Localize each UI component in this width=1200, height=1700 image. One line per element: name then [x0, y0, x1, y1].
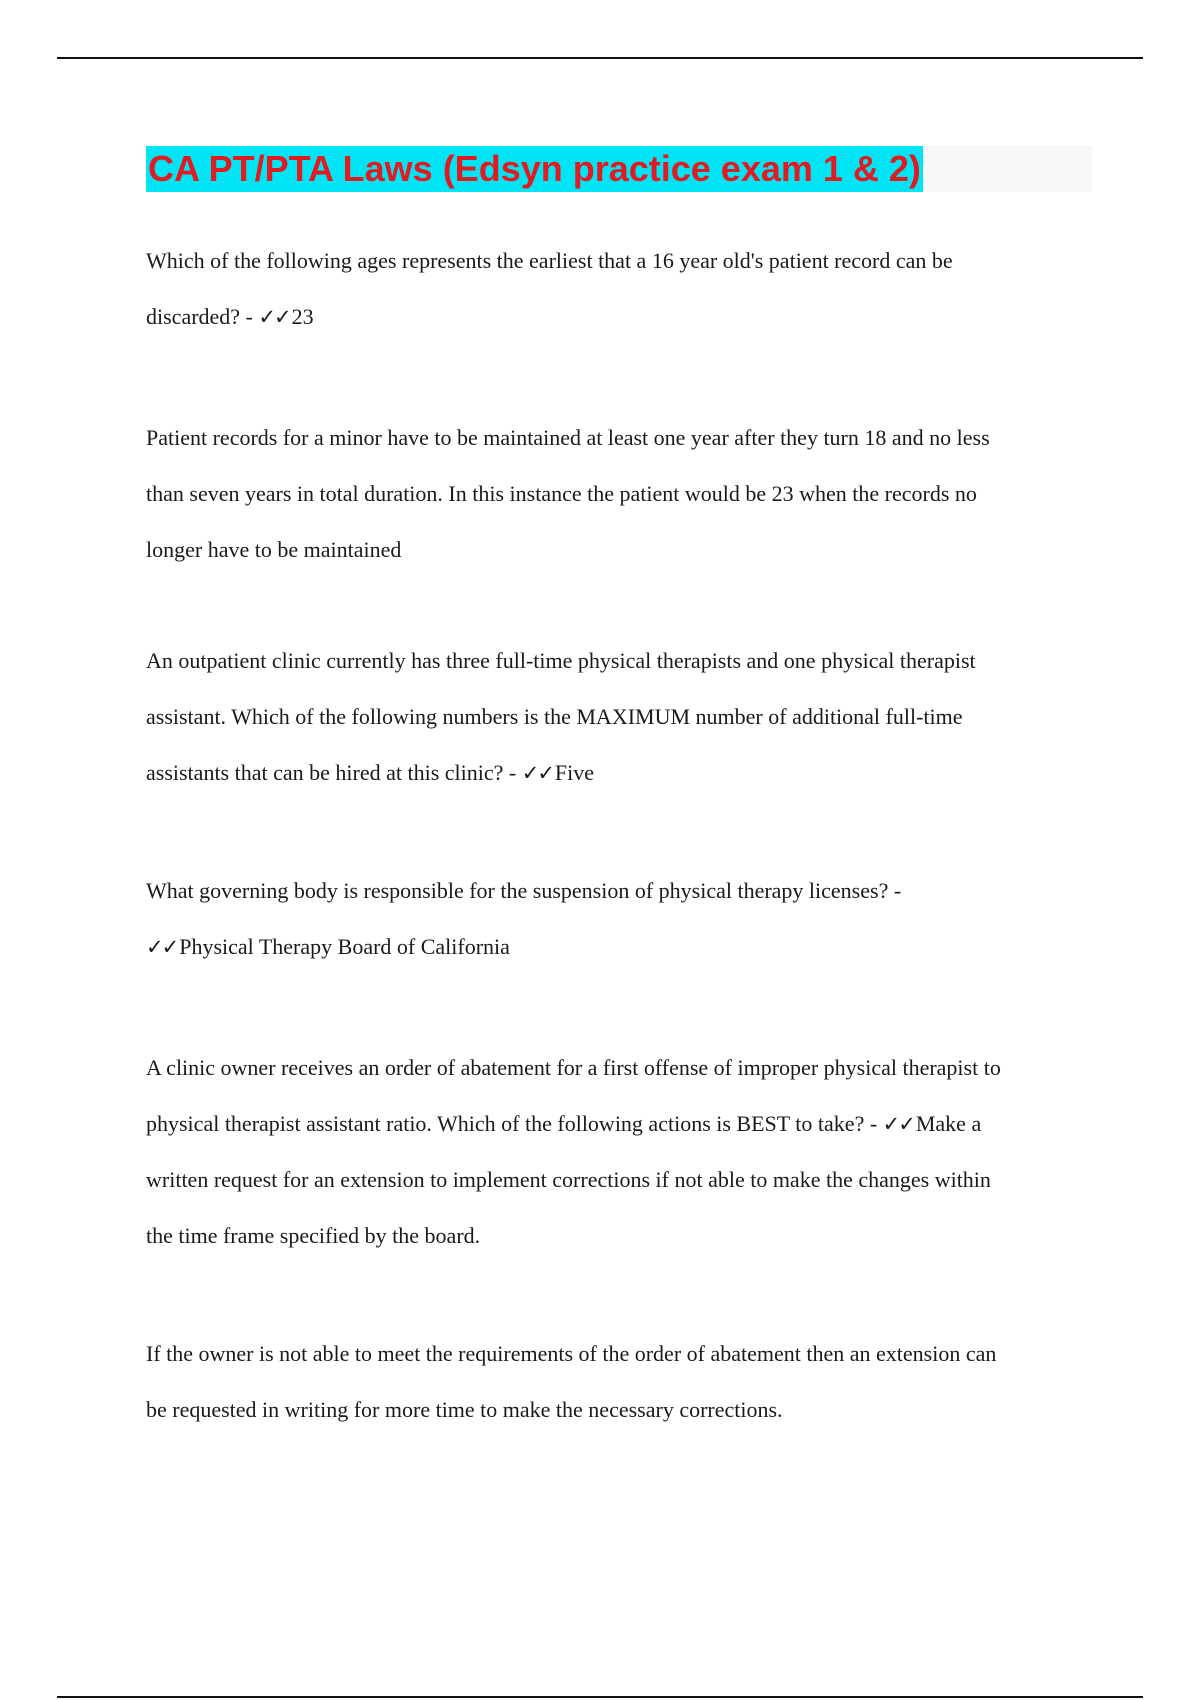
question-3-line-1: What governing body is responsible for the suspension of physical therapy licenses? -: [146, 878, 902, 903]
answer-1: 23: [291, 304, 314, 329]
answer-2: Five: [554, 760, 595, 785]
question-2-line-1: An outpatient clinic currently has three full-time physical therapists and one physical therapist: [146, 648, 976, 673]
question-3-line-2: [146, 919, 1096, 975]
check-mark-icon: ✓✓: [146, 935, 178, 959]
explanation-2: [146, 1326, 1096, 1438]
question-4-line-2: [146, 1096, 1096, 1152]
document-title: CA PT/PTA Laws (Edsyn practice exam 1 & 2): [146, 146, 923, 192]
check-mark-icon: ✓✓: [882, 1112, 914, 1136]
question-4-line-1: A clinic owner receives an order of abatement for a first offense of improper physical therapist to: [146, 1055, 1001, 1080]
explanation-1: [146, 410, 1096, 578]
question-2-line-3: [146, 745, 1096, 801]
bottom-rule: [57, 1696, 1143, 1698]
explanation-1-line-2: than seven years in total duration. In this instance the patient would be 23 when the records no: [146, 481, 977, 506]
question-3: [146, 863, 1096, 975]
explanation-2-line-1: If the owner is not able to meet the requirements of the order of abatement then an extension can: [146, 1341, 997, 1366]
question-4: [146, 1040, 1096, 1264]
check-mark-icon: ✓✓: [258, 305, 290, 329]
question-4-line-2-text: physical therapist assistant ratio. Which of the following actions is BEST to take? -: [146, 1111, 883, 1136]
question-1-line-2-text: discarded? -: [146, 304, 259, 329]
question-2-line-2: assistant. Which of the following numbers is the MAXIMUM number of additional full-time: [146, 704, 963, 729]
question-1: [146, 233, 1096, 345]
question-2-line-3-text: assistants that can be hired at this clinic? -: [146, 760, 522, 785]
explanation-1-line-1: Patient records for a minor have to be maintained at least one year after they turn 18 and no less: [146, 425, 990, 450]
explanation-1-line-3: longer have to be maintained: [146, 537, 402, 562]
answer-4-line-3: the time frame specified by the board.: [146, 1223, 481, 1248]
question-1-line-1: Which of the following ages represents the earliest that a 16 year old's patient record can be: [146, 248, 953, 273]
top-rule: [57, 57, 1143, 59]
answer-4-line-1: Make a: [915, 1111, 982, 1136]
answer-4-line-2: written request for an extension to implement corrections if not able to make the changes within: [146, 1167, 991, 1192]
explanation-2-line-2: be requested in writing for more time to make the necessary corrections.: [146, 1397, 783, 1422]
title-band: [146, 146, 1092, 192]
question-1-line-2: [146, 289, 1096, 345]
answer-3: Physical Therapy Board of California: [179, 934, 510, 959]
check-mark-icon: ✓✓: [521, 761, 553, 785]
question-2: [146, 633, 1096, 801]
